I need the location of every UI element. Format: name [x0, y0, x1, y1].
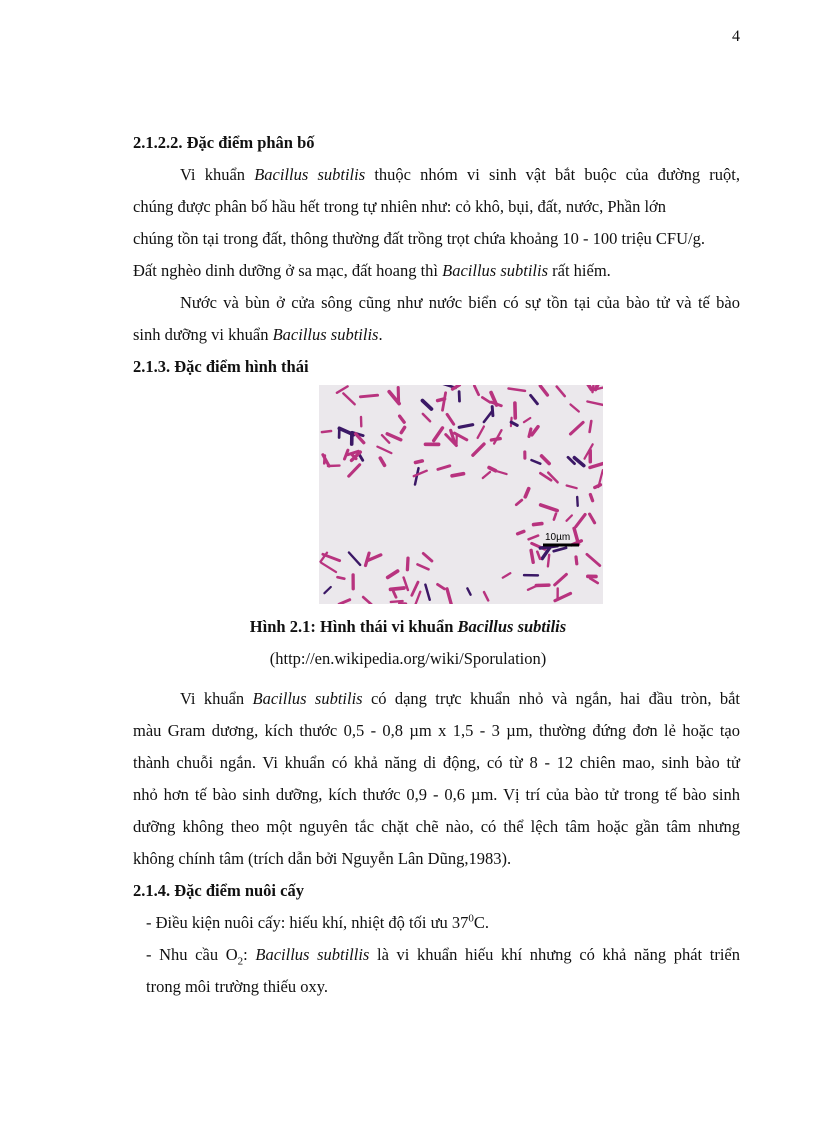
paragraph-line [133, 325, 383, 345]
bullet-item [146, 913, 489, 933]
bacteria-micrograph [319, 385, 603, 604]
bacterium-rod [322, 431, 331, 432]
paragraph-line: màu Gram dương, kích thước 0,5 - 0,8 µm x 1,5 - 3 µm, thường đứng đơn lẻ hoặc tạo [133, 721, 740, 740]
bacterium-rod [416, 461, 423, 463]
species-name: Bacillus subtilis [254, 165, 366, 184]
subscript: 2 [237, 955, 244, 968]
text-run: rất hiếm. [548, 261, 611, 280]
bacterium-rod [438, 399, 445, 401]
bacterium-rod [338, 577, 345, 579]
bacterium-rod [590, 421, 592, 432]
text-run: Vi khuẩn [180, 165, 255, 184]
paragraph-line: thành chuỗi ngắn. Vi khuẩn có khả năng di động, có từ 8 - 12 chiên mao, sinh bào tử [133, 753, 740, 772]
species-name: Bacillus subtilis [272, 325, 379, 344]
text-run: - Nhu cầu O [146, 945, 238, 964]
bacterium-rod [391, 601, 403, 602]
bacterium-rod [529, 429, 531, 437]
text-run: thuộc nhóm vi sinh vật bắt buộc của đường ruột, [365, 165, 740, 184]
bacterium-rod [534, 524, 542, 525]
bacterium-rod [324, 456, 325, 464]
bacterium-rod [518, 531, 524, 533]
bacterium-rod [452, 474, 463, 476]
paragraph-line: Nước và bùn ở cửa sông cũng như nước biển có sự tồn tại của bào tử và tế bào [180, 293, 740, 312]
text-run: : [243, 945, 256, 964]
bacterium-rod [492, 407, 493, 416]
caption-species: Bacillus subtilis [457, 617, 567, 636]
text-run: - Điều kiện nuôi cấy: hiếu khí, nhiệt độ tối ưu 37 [146, 913, 469, 932]
paragraph-line [180, 165, 740, 185]
text-run: . [378, 325, 383, 344]
paragraph-line [180, 689, 740, 709]
page-number: 4 [732, 28, 740, 45]
bacterium-rod [548, 555, 549, 567]
scale-bar-label: 10µm [545, 532, 571, 543]
paragraph-line: không chính tâm (trích dẫn bởi Nguyễn Lân Dũng,1983). [133, 849, 512, 868]
text-run: là vi khuẩn hiếu khí nhưng có khả năng phát triển [369, 945, 740, 964]
bacterium-rod [407, 558, 408, 570]
text-run: sinh dưỡng vi khuẩn [133, 325, 273, 344]
figure-source: (http://en.wikipedia.org/wiki/Sporulation) [269, 649, 547, 668]
text-run: Vi khuẩn [180, 689, 253, 708]
species-name: Bacillus subtillis [255, 945, 370, 964]
bacterium-rod [391, 588, 405, 589]
text-run: Đất nghèo dinh dưỡng ở sa mạc, đất hoang thì [133, 261, 443, 280]
bullet-item [146, 945, 740, 968]
paragraph-line: chúng tồn tại trong đất, thông thường đất trồng trọt chứa khoảng 10 - 100 triệu CFU/g. [133, 229, 705, 248]
bacterium-rod [360, 395, 377, 397]
section-heading-2-1-3: 2.1.3. Đặc điểm hình thái [133, 357, 309, 376]
paragraph-line: nhỏ hơn tế bào sinh dưỡng, kích thước 0,9 - 0,6 µm. Vị trí của bào tử trong tế bào sinh [133, 785, 740, 804]
paragraph-line: chúng được phân bố hầu hết trong tự nhiên như: cỏ khô, bụi, đất, nước, Phần lớn [133, 197, 667, 216]
bacterium-rod [576, 557, 577, 564]
paragraph-line: dưỡng không theo một nguyên tắc chặt chẽ nào, có thể lệch tâm hoặc gần tâm nhưng [133, 817, 740, 836]
bacterium-rod [590, 495, 592, 501]
bullet-item-continuation: trong môi trường thiếu oxy. [146, 977, 329, 996]
superscript: 0 [468, 912, 474, 925]
paragraph-line [133, 261, 611, 281]
species-name: Bacillus subtilis [442, 261, 549, 280]
figure-caption [0, 617, 816, 637]
bacterium-rod [577, 497, 578, 506]
text-run: C. [473, 913, 490, 932]
species-name: Bacillus subtilis [252, 689, 363, 708]
bacterium-rod [531, 550, 533, 562]
section-heading-2-1-2-2: 2.1.2.2. Đặc điểm phân bố [133, 133, 315, 152]
text-run: có dạng trực khuẩn nhỏ và ngắn, hai đầu tròn, bắt [362, 689, 740, 708]
section-heading-2-1-4: 2.1.4. Đặc điểm nuôi cấy [133, 881, 304, 900]
caption-text: Hình 2.1: Hình thái vi khuẩn [249, 617, 458, 636]
micrograph-image [319, 385, 603, 604]
